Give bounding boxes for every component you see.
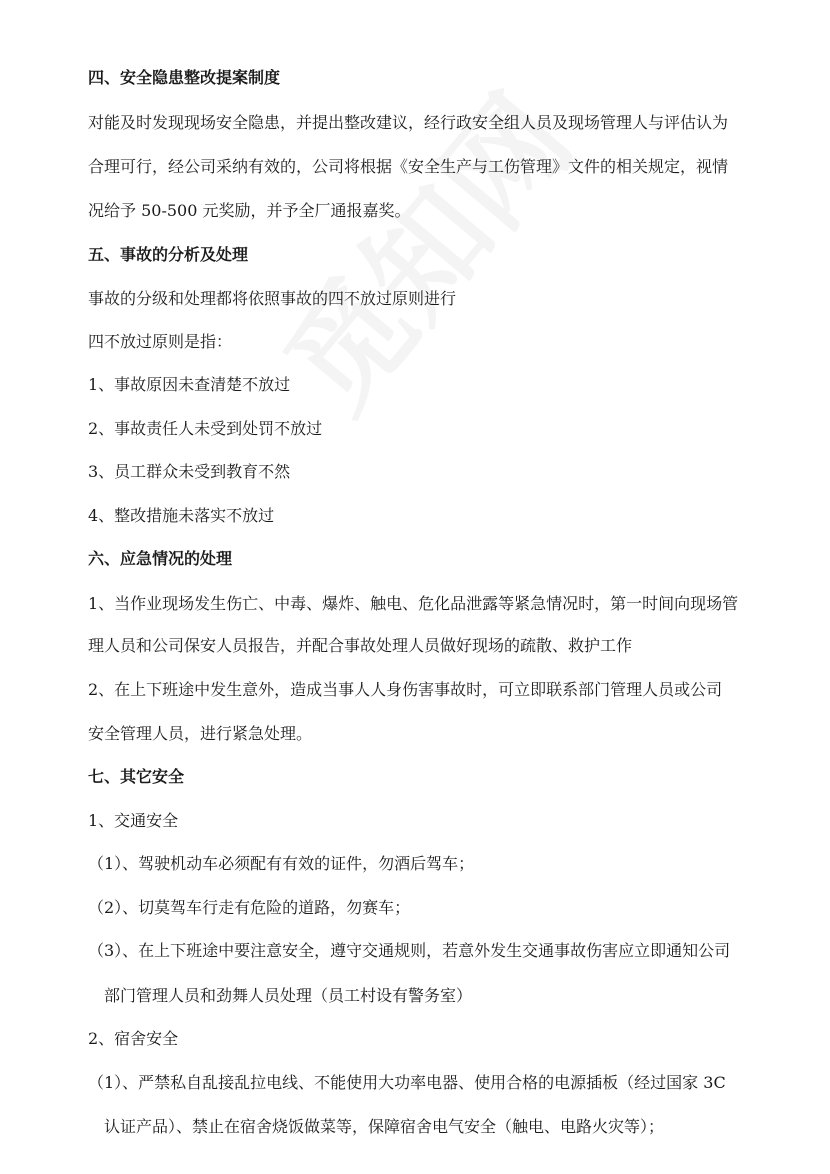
list-item: （1）、严禁私自乱接乱拉电线、不能使用大功率电器、使用合格的电源插板（经过国家 3C bbox=[88, 1073, 726, 1092]
list-item: 2、宿舍安全 bbox=[88, 1029, 179, 1048]
section-heading-7: 七、其它安全 bbox=[88, 767, 185, 786]
paragraph-line: 理人员和公司保安人员报告，并配合事故处理人员做好现场的疏散、救护工作 bbox=[88, 636, 633, 655]
paragraph-line: 况给予 50-500 元奖励，并予全厂通报嘉奖。 bbox=[88, 201, 411, 220]
list-item-continuation: 部门管理人员和劲舞人员处理（员工村设有警务室） bbox=[104, 986, 473, 1005]
paragraph-line: 1、当作业现场发生伤亡、中毒、爆炸、触电、危化品泄露等紧急情况时，第一时间向现场管 bbox=[88, 594, 739, 613]
list-item: （2）、切莫驾车行走有危险的道路，勿赛车； bbox=[88, 898, 411, 917]
list-item: 1、交通安全 bbox=[88, 811, 179, 830]
list-item: 3、员工群众未受到教育不然 bbox=[88, 462, 291, 481]
list-item: 1、事故原因未查清楚不放过 bbox=[88, 375, 291, 394]
paragraph-line: 合理可行，经公司采纳有效的，公司将根据《安全生产与工伤管理》文件的相关规定，视情 bbox=[88, 157, 729, 176]
paragraph-line: 对能及时发现现场安全隐患，并提出整改建议，经行政安全组人员及现场管理人与评估认为 bbox=[88, 113, 729, 132]
paragraph-line: 2、在上下班途中发生意外，造成当事人人身伤害事故时，可立即联系部门管理人员或公司 bbox=[88, 680, 723, 699]
paragraph-line: 事故的分级和处理都将依照事故的四不放过原则进行 bbox=[88, 289, 457, 308]
section-heading-5: 五、事故的分析及处理 bbox=[88, 245, 249, 264]
list-item: 2、事故责任人未受到处罚不放过 bbox=[88, 419, 323, 438]
list-item: 4、整改措施未落实不放过 bbox=[88, 506, 275, 525]
paragraph-line: 安全管理人员，进行紧急处理。 bbox=[88, 724, 313, 743]
section-heading-4: 四、安全隐患整改提案制度 bbox=[88, 68, 281, 87]
paragraph-line: 四不放过原则是指： bbox=[88, 332, 233, 351]
section-heading-6: 六、应急情况的处理 bbox=[88, 549, 233, 568]
list-item: （3）、在上下班途中要注意安全，遵守交通规则，若意外发生交通事故伤害应立即通知公司 bbox=[88, 941, 731, 960]
list-item-continuation: 认证产品）、禁止在宿舍烧饭做菜等，保障宿舍电气安全（触电、电路火灾等）； bbox=[104, 1117, 665, 1136]
list-item: （1）、驾驶机动车必须配有有效的证件，勿酒后驾车； bbox=[88, 854, 475, 873]
